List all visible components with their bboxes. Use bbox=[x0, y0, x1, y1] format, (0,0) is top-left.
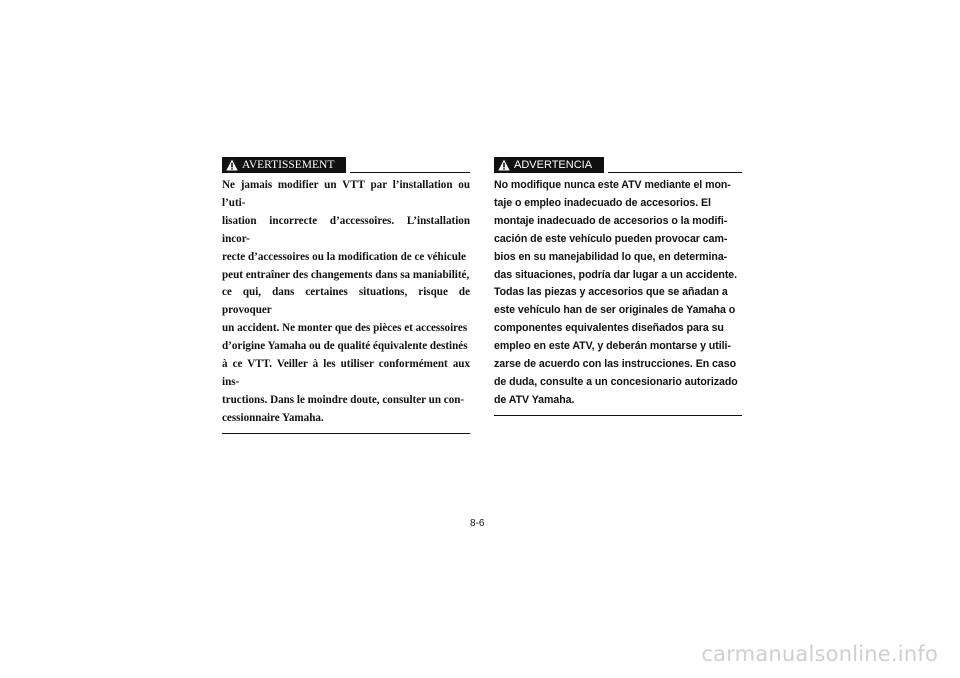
header-rule bbox=[350, 172, 470, 173]
warning-triangle-icon bbox=[498, 159, 510, 171]
warning-text: No modifique nunca este ATV mediante el mon- taje o empleo inadecuado de accesorios. El montaje inadecuado de accesorios o la modifi- cación de este vehículo pueden provocar cam- bios en su manejabilidad lo que, en determina- das situaciones, podría dar lugar a un accidente. Todas las piezas y accesorios que se añadan a este vehículo han de ser originales de Yamaha o componentes equivalentes diseñados para su empleo en este ATV, y deberán montarse y utili- zarse de acuerdo con las instrucciones. En caso de duda, consulte a un concesionario autorizado de ATV Yamaha. bbox=[494, 179, 738, 406]
warning-block-french bbox=[222, 157, 470, 434]
warning-triangle-icon bbox=[226, 159, 238, 171]
warning-text: Ne jamais modifier un VTT par l’installation ou l’uti- lisation incorrecte d’accessoires. L’installation incor- recte d’accessoires ou la modification de ce véhicule peut entraîner des changements dans sa maniabilité, ce qui, dans certaines situations, risque de provoquer un accident. Ne monter que des pièces et accessoires d’origine Yamaha ou de qualité équivalente destinés à ce VTT. Veiller à les utiliser conformément aux ins- tructions. Dans le moindre doute, consulter un con- cessionnaire Yamaha. bbox=[222, 179, 470, 424]
header-rule bbox=[608, 172, 742, 173]
warning-block-spanish bbox=[494, 157, 742, 416]
page-number: 8-6 bbox=[470, 518, 485, 529]
watermark: carmanualsonline.info bbox=[701, 642, 938, 666]
footer-rule bbox=[222, 433, 470, 434]
warning-header bbox=[494, 157, 742, 173]
warning-header bbox=[222, 157, 470, 173]
warning-label-text: ADVERTENCIA bbox=[514, 159, 593, 171]
warning-label-box bbox=[222, 157, 346, 173]
warning-label-text: AVERTISSEMENT bbox=[242, 159, 335, 171]
warning-label-box bbox=[494, 157, 604, 173]
footer-rule bbox=[494, 415, 742, 416]
